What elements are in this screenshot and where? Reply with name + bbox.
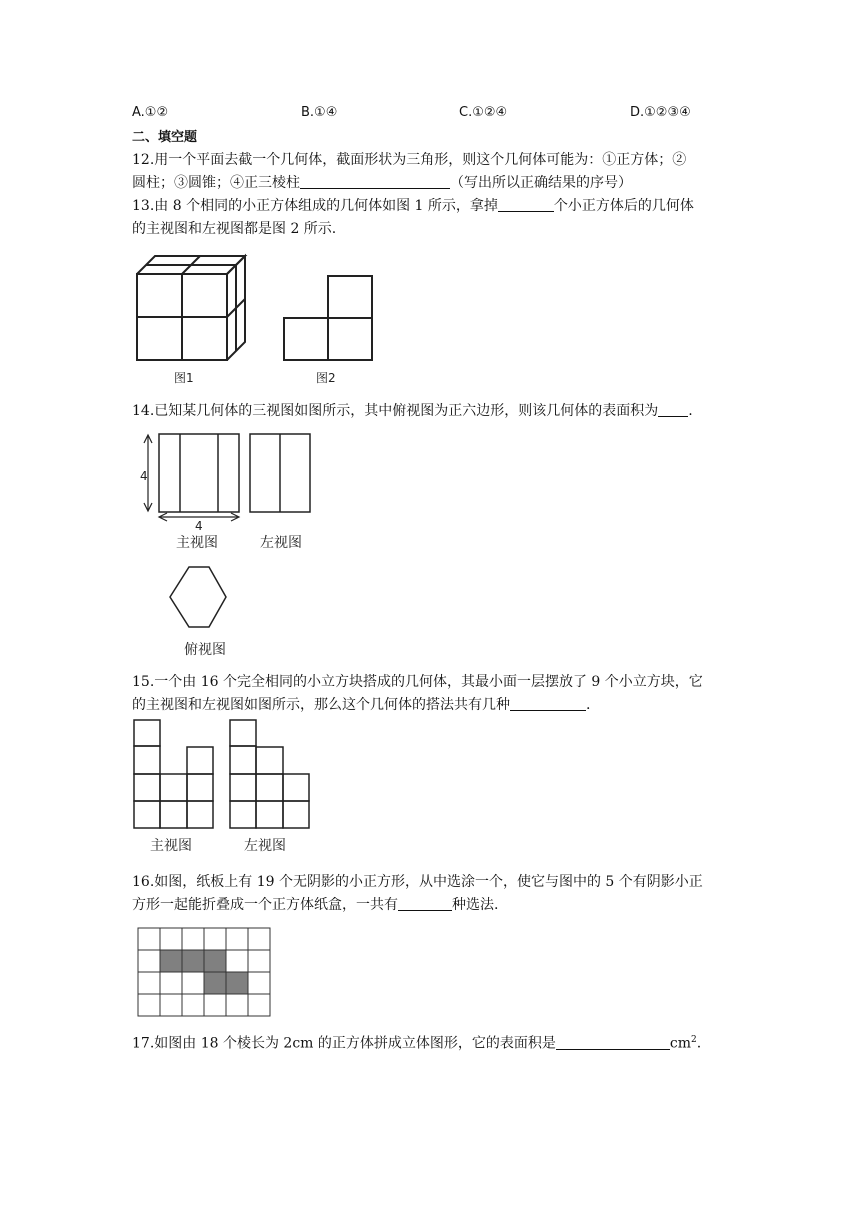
grid-cell[interactable] <box>160 928 182 950</box>
q12-text-a: 圆柱；③圆锥；④正三棱柱 <box>132 175 300 191</box>
q14-text-a: 14.已知某几何体的三视图如图所示，其中俯视图为正六边形，则该几何体的表面积为 <box>132 403 659 419</box>
q13-answer-blank[interactable] <box>498 196 554 212</box>
q17-line1 <box>132 1029 701 1055</box>
grid-cell[interactable] <box>226 928 248 950</box>
grid-cell[interactable] <box>248 972 270 994</box>
q13-text-a: 13.由 8 个相同的小正方体组成的几何体如图 1 所示，拿掉 <box>132 198 498 214</box>
q14-line1 <box>132 400 693 422</box>
q15-views <box>128 716 328 858</box>
grid-cell[interactable] <box>204 928 226 950</box>
figure2-view <box>284 276 372 360</box>
q14-top-view-hexagon <box>170 567 226 627</box>
grid-cell-shaded <box>226 972 248 994</box>
q15-front-view <box>134 720 213 828</box>
grid-cell[interactable] <box>248 994 270 1016</box>
grid-cell-shaded <box>204 950 226 972</box>
q14-height-label: 4 <box>140 469 148 483</box>
grid-cell[interactable] <box>248 928 270 950</box>
q13-text-b: 个小正方体后的几何体 <box>553 198 694 214</box>
grid-cell[interactable] <box>248 950 270 972</box>
q14-left-view <box>250 434 310 512</box>
q14-three-views <box>134 428 324 664</box>
grid-cell-shaded <box>204 972 226 994</box>
q17-text-a: 17.如图由 18 个棱长为 2cm 的正方体拼成立体图形，它的表面积是 <box>132 1035 556 1052</box>
q17-text-c: . <box>696 1035 702 1052</box>
figure1-label: 图1 <box>174 371 194 385</box>
q16-line2 <box>132 894 498 916</box>
grid-cell[interactable] <box>138 950 160 972</box>
q14-answer-blank[interactable] <box>658 401 688 417</box>
q15-text-a: 的主视图和左视图如图所示，那么这个几何体的搭法共有几种 <box>132 697 510 713</box>
q12-text-b: （写出所以正确结果的序号） <box>450 175 632 191</box>
q12-line2 <box>132 172 632 194</box>
q14-text-b: . <box>688 403 693 419</box>
option-b: B.①④ <box>301 105 338 120</box>
q15-line1: 15.一个由 16 个完全相同的小立方块搭成的几何体，其最小面一层摆放了 9 个小立方块，它 <box>132 674 703 690</box>
option-a: A.①② <box>132 105 169 120</box>
figure1-cube <box>137 256 245 360</box>
q16-paper-grid <box>134 924 276 1020</box>
q16-line1: 16.如图，纸板上有 19 个无阴影的小正方形，从中选涂一个，使它与图中的 5 个有阴影小正 <box>132 874 703 890</box>
q14-width-label: 4 <box>195 519 203 533</box>
q15-front-label: 主视图 <box>150 838 192 854</box>
q15-text-b: . <box>586 697 591 713</box>
q15-left-label: 左视图 <box>244 838 286 854</box>
q16-text-a: 方形一起能折叠成一个正方体纸盒，一共有 <box>132 897 398 913</box>
q12-line1: 12.用一个平面去截一个几何体，截面形状为三角形，则这个几何体可能为：①正方体；② <box>132 152 687 168</box>
q11-options <box>0 105 860 127</box>
grid-cell[interactable] <box>182 928 204 950</box>
figure2-label: 图2 <box>316 371 336 385</box>
q12-answer-blank[interactable] <box>300 173 450 189</box>
grid-cell[interactable] <box>204 994 226 1016</box>
q13-line2: 的主视图和左视图都是图 2 所示. <box>132 221 337 237</box>
q14-front-label: 主视图 <box>176 535 218 551</box>
option-c: C.①②④ <box>459 105 508 120</box>
q14-top-label: 俯视图 <box>184 642 226 658</box>
q15-answer-blank[interactable] <box>510 695 586 711</box>
q17-answer-blank[interactable] <box>556 1034 670 1050</box>
section-heading: 二、填空题 <box>132 130 198 145</box>
grid-cell-shaded <box>182 950 204 972</box>
q13-figures <box>128 250 388 390</box>
grid-cell[interactable] <box>182 972 204 994</box>
grid-cell[interactable] <box>226 950 248 972</box>
grid-cell[interactable] <box>138 928 160 950</box>
q17-unit-exponent: 2 <box>691 1035 697 1045</box>
q13-line1 <box>132 195 694 217</box>
option-d: D.①②③④ <box>630 105 691 120</box>
q14-front-view <box>159 434 239 512</box>
q17-unit: cm <box>669 1035 692 1052</box>
grid-cell[interactable] <box>226 994 248 1016</box>
grid-cell[interactable] <box>160 994 182 1016</box>
q14-left-label: 左视图 <box>260 535 302 551</box>
grid-cell[interactable] <box>138 972 160 994</box>
grid-cell-shaded <box>160 950 182 972</box>
q15-line2 <box>132 694 590 716</box>
grid-cell[interactable] <box>138 994 160 1016</box>
q15-left-view <box>230 720 309 828</box>
grid-cell[interactable] <box>160 972 182 994</box>
q16-text-b: 种选法. <box>452 897 499 913</box>
grid-cell[interactable] <box>182 994 204 1016</box>
q16-answer-blank[interactable] <box>398 895 452 911</box>
